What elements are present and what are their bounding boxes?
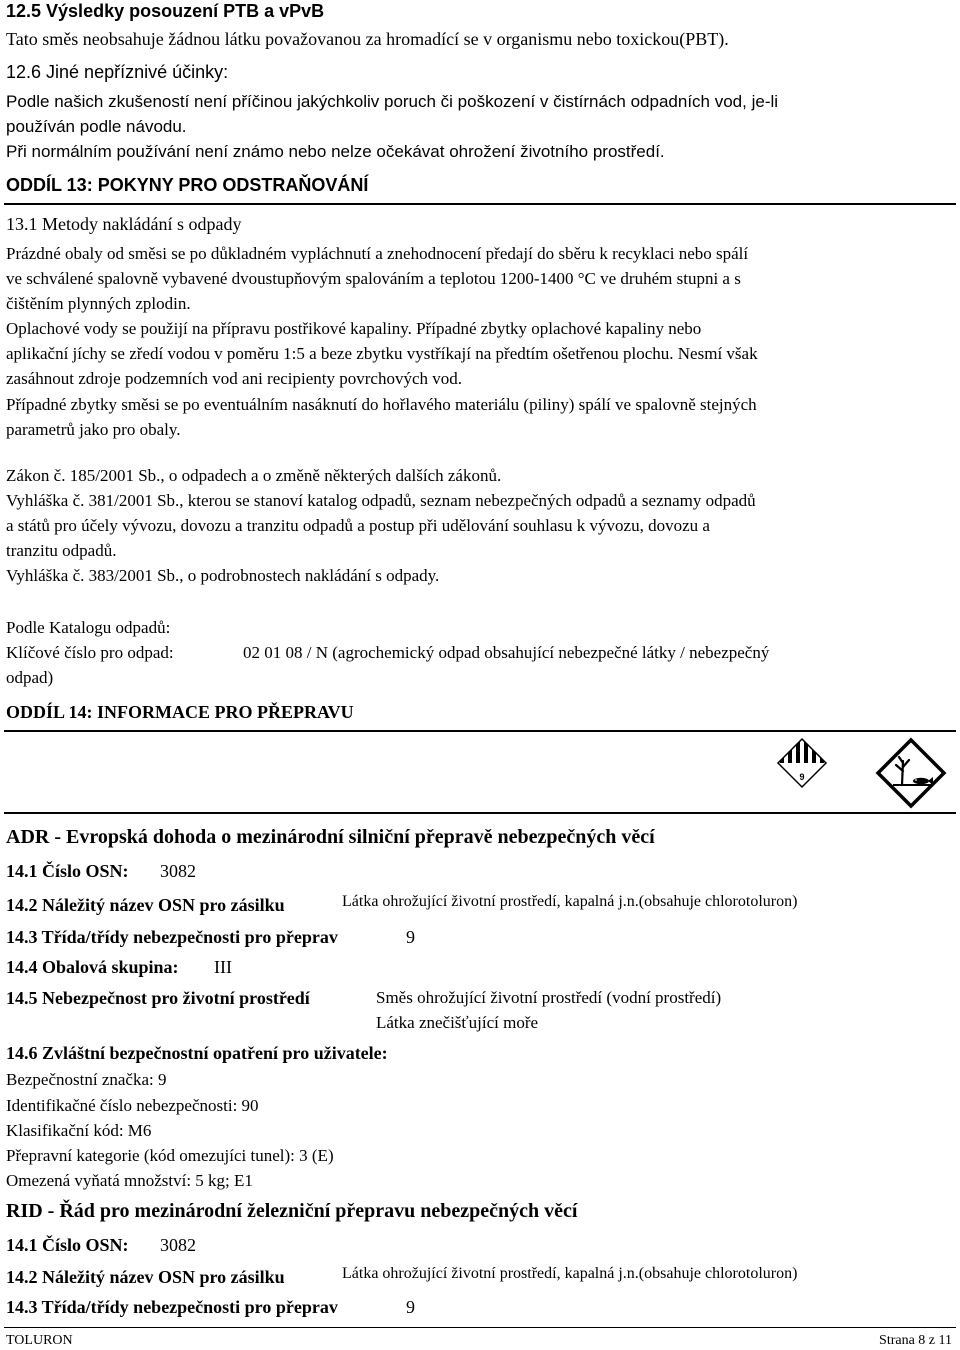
law-2-line1: Vyhláška č. 381/2001 Sb., kterou se stanoví katalog odpadů, seznam nebezpečných odpadů a seznamy odpadů (6, 491, 756, 510)
adr-class-value: 9 (406, 927, 415, 947)
section-14-divider (4, 730, 956, 732)
rid-class-value: 9 (406, 1297, 415, 1317)
adr-safety-sign: Bezpečnostní značka: 9 (6, 1070, 167, 1089)
adr-un-value: 3082 (160, 861, 196, 881)
disposal-p1-line2: ve schválené spalovně vybavené dvoustupňovým spalováním a teplotou 1200-1400 °C ve druhém stupni a s (6, 269, 741, 288)
section-12-6-line3: Při normálním používání není známo nebo nelze očekávat ohrožení životního prostředí. (6, 142, 665, 161)
rid-un-value: 3082 (160, 1235, 196, 1255)
class-9-number: 9 (799, 772, 805, 782)
environment-hazard-icon (875, 737, 947, 809)
class-9-diamond-icon (776, 737, 828, 789)
waste-key-value: 02 01 08 / N (agrochemický odpad obsahující nebezpečné látky / nebezpečný (243, 643, 770, 662)
law-3: Vyhláška č. 383/2001 Sb., o podrobnostech nakládání s odpady. (6, 566, 440, 585)
disposal-p2-line2: aplikační jíchy se zředí vodou v poměru 1:5 a beze zbytku vystříkají na předtím ošetřenou plochu. Nesmí však (6, 344, 758, 363)
section-12-5-heading: 12.5 Výsledky posouzení PTB a vPvB (6, 1, 325, 21)
pictogram-divider (4, 812, 956, 814)
adr-class-code: Klasifikační kód: M6 (6, 1121, 152, 1140)
adr-packing-label: 14.4 Obalová skupina: (6, 957, 179, 977)
section-12-6-line1: Podle našich zkušeností není příčinou jakýchkoliv poruch či poškození v čistírnách odpadních vod, je-li (6, 92, 779, 111)
disposal-p2-line3: zasáhnout zdroje podzemních vod ani recipienty povrchových vod. (6, 369, 463, 388)
adr-name-value: Látka ohrožující životní prostředí, kapalná j.n.(obsahuje chlorotoluron) (342, 893, 798, 910)
section-12-6-heading: 12.6 Jiné nepříznivé účinky: (6, 62, 229, 82)
waste-key-label: Klíčové číslo pro odpad: (6, 643, 174, 662)
rid-name-value: Látka ohrožující životní prostředí, kapalná j.n.(obsahuje chlorotoluron) (342, 1265, 798, 1282)
footer-product: TOLURON (6, 1333, 73, 1348)
section-14-title: ODDÍL 14: INFORMACE PRO PŘEPRAVU (6, 702, 354, 722)
section-12-5-text: Tato směs neobsahuje žádnou látku považovanou za hromadící se v organismu nebo toxickou(PBT). (6, 29, 729, 49)
rid-heading: RID - Řád pro mezinárodní železniční přepravu nebezpečných věcí (6, 1200, 578, 1222)
law-1: Zákon č. 185/2001 Sb., o odpadech a o změně některých dalších zákonů. (6, 466, 502, 485)
footer-page-number: Strana 8 z 11 (879, 1333, 952, 1348)
waste-key-value-cont: odpad) (6, 668, 54, 687)
adr-heading: ADR - Evropská dohoda o mezinárodní silniční přepravě nebezpečných věcí (6, 826, 655, 848)
disposal-p3-line1: Případné zbytky směsi se po eventuálním nasáknutí do hořlavého materiálu (piliny) spálí ve spalovně stejných (6, 395, 757, 414)
adr-limited-quantity: Omezená vyňatá množství: 5 kg; E1 (6, 1171, 253, 1190)
adr-hazard-id: Identifikačné číslo nebezpečnosti: 90 (6, 1096, 259, 1115)
adr-name-label: 14.2 Náležitý název OSN pro zásilku (6, 895, 285, 915)
section-12-6-line2: používán podle návodu. (6, 117, 187, 136)
section-13-title: ODDÍL 13: POKYNY PRO ODSTRAŇOVÁNÍ (6, 175, 369, 195)
law-2-line3: tranzitu odpadů. (6, 541, 117, 560)
section-13-1-heading: 13.1 Metody nakládání s odpady (6, 214, 242, 234)
waste-catalog-label: Podle Katalogu odpadů: (6, 618, 171, 637)
adr-env-label: 14.5 Nebezpečnost pro životní prostředí (6, 988, 310, 1008)
adr-special-label: 14.6 Zvláštní bezpečnostní opatření pro uživatele: (6, 1043, 388, 1063)
rid-class-label: 14.3 Třída/třídy nebezpečnosti pro přeprav (6, 1297, 338, 1317)
adr-transport-category: Přepravní kategorie (kód omezujíci tunel): 3 (E) (6, 1146, 334, 1165)
footer-divider (4, 1327, 956, 1328)
adr-un-label: 14.1 Číslo OSN: (6, 861, 129, 881)
adr-class-label: 14.3 Třída/třídy nebezpečnosti pro přeprav (6, 927, 338, 947)
disposal-p1-line3: čištěním plynných zplodin. (6, 294, 191, 313)
adr-env-value-2: Látka znečišťující moře (376, 1013, 539, 1032)
adr-env-value-1: Směs ohrožující životní prostředí (vodní prostředí) (376, 988, 722, 1007)
rid-name-label: 14.2 Náležitý název OSN pro zásilku (6, 1267, 285, 1287)
rid-un-label: 14.1 Číslo OSN: (6, 1235, 129, 1255)
disposal-p3-line2: parametrů jako pro obaly. (6, 420, 181, 439)
adr-packing-value: III (214, 957, 232, 977)
section-13-divider (4, 203, 956, 205)
disposal-p1-line1: Prázdné obaly od směsi se po důkladném vypláchnutí a znehodnocení předají do sběru k recyklaci nebo spálí (6, 244, 749, 263)
disposal-p2-line1: Oplachové vody se použijí na přípravu postřikové kapaliny. Případné zbytky oplachové kapaliny nebo (6, 319, 702, 338)
law-2-line2: a států pro účely vývozu, dovozu a tranzitu odpadů a postup při udělování souhlasu k vývozu, dovozu a (6, 516, 710, 535)
